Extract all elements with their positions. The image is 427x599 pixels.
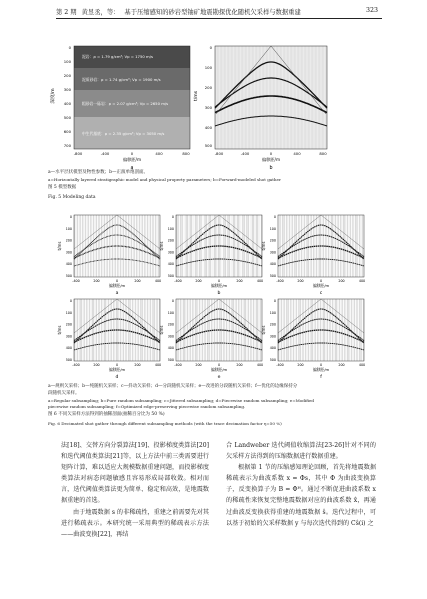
- fig6-y-label: t/ms: [159, 241, 164, 251]
- fig6-ytick: 500: [167, 274, 174, 278]
- fig6-ytick: 100: [65, 310, 72, 315]
- header-title: 基于压缩感知的砂岩型铀矿地震勘探优化随机欠采样与数据重建: [124, 9, 301, 16]
- header-authors: 黄昱丞，等：: [81, 9, 120, 16]
- fig6-ytick: 0: [171, 299, 174, 303]
- fig6-xtick: 0: [115, 363, 119, 367]
- fig6-ytick: 400: [65, 262, 72, 267]
- fig6-xtick: 200: [338, 363, 345, 367]
- fig5a-ytick: 600: [63, 129, 71, 134]
- fig5b-x-label: 偏移距/m: [261, 157, 281, 162]
- fig6-x-label: 偏移距/m: [108, 367, 126, 372]
- fig6-ytick: 100: [269, 226, 276, 231]
- fig6-panel-letter: c: [319, 291, 323, 296]
- fig5b-xtick: 400: [293, 151, 301, 156]
- fig6-xtick: 0: [217, 363, 221, 367]
- figure-6-graphics: [54, 213, 374, 381]
- fig5b-xtick: 800: [319, 151, 327, 156]
- body-paragraph: 根据第 1 节的压缩感知理论回顾，首先将地震数据稀疏表示为曲波系数 x = Φs，其中 Φ 为曲波变换算子，反变换算子为 B = Φᴴ。通过不断促进曲波系数 x 的稀疏性来恢复完整地震数据对应的曲波系数 x̂，再通过曲波反变换获得重建的地震数据 ŝ。迭代过程中，可以基于初始的欠采样数据 y 与每次迭代得到的 Cŝ(i) 之: [226, 464, 376, 527]
- figure-5-graphics: [48, 44, 328, 184]
- fig5a-ytick: 0: [68, 45, 71, 50]
- fig6-ytick: 200: [65, 322, 72, 327]
- fig6-ytick: 0: [171, 215, 174, 219]
- fig6-ytick: 400: [167, 262, 174, 267]
- fig5a-layer-label: 泥质砂岩：ρ = 1.74 g/cm³; Vp = 1900 m/s: [82, 77, 161, 82]
- fig6-xtick: 200: [297, 363, 304, 367]
- fig6-ytick: 200: [167, 238, 174, 243]
- fig6-ytick: 200: [269, 238, 276, 243]
- fig6-panel-letter: b: [217, 291, 221, 296]
- fig6-panel-letter: a: [115, 291, 119, 296]
- fig6-ytick: 200: [65, 238, 72, 243]
- fig5b-x-ticks: [215, 151, 328, 156]
- header-rule: [56, 18, 382, 19]
- fig5b-y-ticks: [205, 45, 213, 148]
- fig6-y-label: t/ms: [261, 325, 266, 335]
- fig5b-ytick: 300: [204, 105, 212, 110]
- fig6-xtick: 400: [154, 279, 162, 283]
- fig5-caption-cn: a—水平层状模型及物性参数；b—正演单炮剖面。: [48, 170, 149, 175]
- body-paragraph: 合 Landweber 迭代阈值收缩算法[23-26]针对不同的欠采样方法得到的压缩数据进行数据重建。: [226, 442, 376, 461]
- fig5a-xtick: 800: [182, 151, 190, 156]
- fig6-panel-b: [159, 215, 263, 296]
- fig5a-y-ticks: [64, 45, 72, 148]
- fig5b-ytick: 100: [204, 65, 212, 70]
- fig5a-letter: a: [130, 166, 134, 171]
- fig5a-xtick: 400: [155, 151, 163, 156]
- fig5-title-cn: 图 5 模型数据: [48, 185, 77, 190]
- fig6-xtick: 0: [217, 279, 221, 283]
- fig5b-ytick: 0: [209, 45, 212, 50]
- fig6-xtick: 400: [358, 363, 366, 367]
- fig5-title-en: Fig. 5 Modeling data: [48, 195, 96, 200]
- fig5b-y-label: t/ms: [194, 90, 199, 102]
- fig6-xtick: 200: [134, 363, 141, 367]
- fig6-xtick: 200: [134, 279, 141, 283]
- fig6-y-label: t/ms: [57, 325, 62, 335]
- fig6-panel-c: [261, 215, 365, 296]
- fig5a-ytick: 500: [63, 115, 71, 120]
- fig6-xtick: 200: [338, 279, 345, 283]
- fig6-xtick: 400: [358, 279, 366, 283]
- fig6-ytick: 300: [65, 334, 72, 339]
- fig6-caption-en-line2: piecewise random subsampling; f=Optimized edge-preserving piecewise random subsampling.: [48, 404, 246, 409]
- fig5a-y-label: 深度/m: [51, 88, 56, 104]
- body-column-left: [61, 440, 209, 540]
- fig6-ytick: 300: [167, 250, 174, 255]
- fig6-panel-letter: d: [115, 375, 119, 380]
- fig6-title-en: Fig. 6 Decimated shot gather through different subsampling methods (with the trace decimation factor η=50 %): [48, 421, 282, 426]
- fig5a-ytick: 200: [63, 73, 71, 78]
- fig6-ytick: 500: [269, 274, 276, 278]
- fig6-panel-a: [57, 215, 161, 296]
- fig6-xtick: 0: [319, 279, 323, 283]
- fig6-ytick: 400: [167, 346, 174, 351]
- fig6-xtick: 200: [297, 279, 304, 283]
- fig6-panel-d: [57, 299, 161, 380]
- fig6-ytick: 300: [269, 334, 276, 339]
- fig5a-ytick: 100: [63, 59, 71, 64]
- fig6-x-label: 偏移距/m: [312, 367, 330, 372]
- fig5b-xtick: 0: [269, 151, 273, 156]
- fig5a-x-ticks: [74, 151, 191, 156]
- fig6-panel-f: [261, 299, 365, 380]
- fig5a-x-label: 偏移距/m: [122, 157, 142, 162]
- fig5b-ytick: 500: [204, 143, 212, 148]
- fig5b-xtick: -800: [214, 151, 224, 156]
- fig6-ytick: 500: [269, 358, 276, 362]
- fig6-xtick: -400: [174, 363, 182, 367]
- fig6-xtick: 200: [236, 279, 243, 283]
- fig5a-xtick: -800: [73, 151, 83, 156]
- fig5a-ytick: 700: [63, 143, 71, 148]
- fig6-y-label: t/ms: [261, 241, 266, 251]
- fig6-x-label: 偏移距/m: [312, 283, 330, 288]
- fig6-x-label: 偏移距/m: [210, 283, 228, 288]
- fig6-ytick: 100: [167, 226, 174, 231]
- fig5-caption-en: a=Horizontally layered stratigraphic model and physical property parameters; b=Forward-modeled shot gather: [48, 177, 281, 182]
- fig6-x-label: 偏移距/m: [210, 367, 228, 372]
- fig6-ytick: 500: [65, 358, 72, 362]
- fig5a-xtick: 0: [130, 151, 134, 156]
- fig6-xtick: -400: [174, 279, 182, 283]
- fig6-xtick: -400: [276, 279, 284, 283]
- fig6-panel-e: [159, 299, 263, 380]
- fig6-xtick: -400: [72, 279, 80, 283]
- fig5-panel-a: [49, 45, 190, 171]
- fig6-ytick: 500: [167, 358, 174, 362]
- fig6-xtick: 200: [236, 363, 243, 367]
- fig6-ytick: 200: [269, 322, 276, 327]
- fig6-xtick: 0: [319, 363, 323, 367]
- fig5a-layer-label: 泥岩：ρ = 1.79 g/cm³; Vp = 1750 m/s: [82, 54, 153, 59]
- fig6-xtick: 200: [195, 363, 202, 367]
- fig6-xtick: 400: [154, 363, 162, 367]
- issue-number: 第 2 期: [56, 9, 77, 16]
- fig6-y-label: t/ms: [159, 325, 164, 335]
- body-paragraph: 由于地震数据 s 的非稀疏性，重建之前需要先对其进行稀疏表示。本研究统一采用典型的稀疏表示方法——曲波变换[22]，再结: [61, 508, 209, 538]
- fig6-caption-cn-line1: a—规则欠采样；b—纯随机欠采样；c—抖动欠采样；d—分段随机欠采样；e—改进的分段随机欠采样；f—优化的边缘保持分: [48, 384, 298, 389]
- fig6-xtick: 200: [195, 279, 202, 283]
- fig5b-letter: b: [269, 166, 273, 171]
- fig6-xtick: -400: [72, 363, 80, 367]
- fig5a-ytick: 400: [63, 101, 71, 106]
- fig5a-layer-label: 中生代基底：ρ = 2.35 g/cm³; Vp = 3050 m/s: [82, 131, 165, 136]
- fig5b-xtick: -400: [240, 151, 250, 156]
- fig6-panel-letter: f: [320, 375, 322, 380]
- fig6-ytick: 500: [65, 274, 72, 278]
- fig6-xtick: 0: [115, 279, 119, 283]
- fig6-ytick: 400: [269, 346, 276, 351]
- fig6-ytick: 100: [65, 226, 72, 231]
- fig5a-layer-label: 粗砂岩一砾岩：ρ = 2.07 g/cm³; Vp = 2650 m/s: [82, 101, 169, 106]
- running-header: [56, 7, 379, 16]
- fig5b-ytick: 400: [204, 125, 212, 130]
- fig6-ytick: 0: [69, 299, 72, 303]
- fig6-xtick: 400: [256, 279, 264, 283]
- fig6-xtick: 200: [93, 279, 100, 283]
- fig5b-ytick: 200: [204, 85, 212, 90]
- page-number: 323: [366, 7, 379, 14]
- fig6-ytick: 400: [65, 346, 72, 351]
- fig6-caption-en-line1: a=Regular subsampling; b=Pure random subsampling; c=Jittered subsampling; d=Piecewise random subsampling; e=Modified: [48, 398, 314, 403]
- body-column-right: [226, 440, 376, 529]
- fig6-xtick: 200: [93, 363, 100, 367]
- fig6-ytick: 300: [65, 250, 72, 255]
- fig6-y-label: t/ms: [57, 241, 62, 251]
- fig6-xtick: 400: [256, 363, 264, 367]
- fig6-ytick: 400: [269, 262, 276, 267]
- fig6-ytick: 100: [167, 310, 174, 315]
- fig6-panel-letter: e: [217, 375, 221, 380]
- fig6-ytick: 200: [167, 322, 174, 327]
- fig6-x-label: 偏移距/m: [108, 283, 126, 288]
- fig5a-ytick: 300: [63, 87, 71, 92]
- fig6-ytick: 300: [167, 334, 174, 339]
- fig5-panel-b: [193, 45, 327, 171]
- fig6-xtick: -400: [276, 363, 284, 367]
- fig6-ytick: 300: [269, 250, 276, 255]
- fig6-ytick: 0: [69, 215, 72, 219]
- fig6-ytick: 0: [273, 299, 276, 303]
- fig5a-xtick: -400: [100, 151, 110, 156]
- fig6-ytick: 0: [273, 215, 276, 219]
- fig6-ytick: 100: [269, 310, 276, 315]
- fig6-title-cn: 图 6 不同欠采样方法得到的抽稀剖面(抽稀百分比为 50 %): [48, 412, 165, 417]
- fig6-caption-cn-line2: 段随机欠采样。: [48, 391, 80, 396]
- body-paragraph: 法[18]、交替方向分裂算法[19]、投影梯度类算法[20]和迭代阈值类算法[21]等，以上方法中前三类需要进行矩阵计算，难以适应大规模数据重建问题，而投影梯度类算法对病态问题敏感且容易形成局部收敛。相对而言，迭代阈值类算法更为简单、稳定和高效，是地震数据重建的首选。: [61, 442, 209, 505]
